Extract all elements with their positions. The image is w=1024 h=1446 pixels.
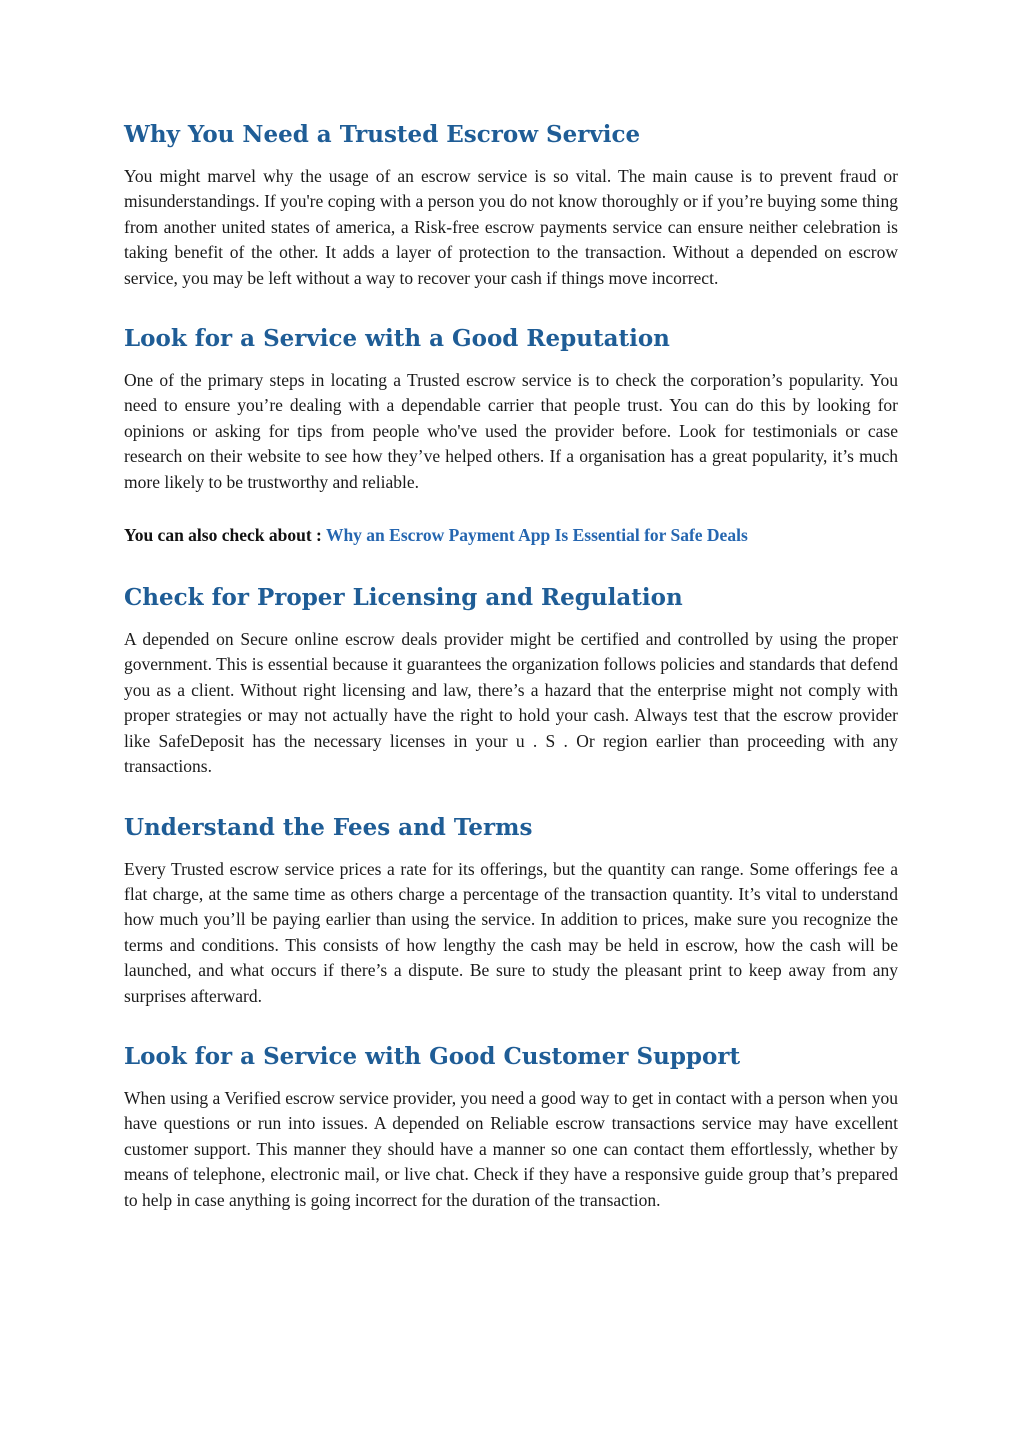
also-check-line [124, 523, 898, 548]
section-customer-support [124, 1042, 898, 1213]
section-paragraph: Every Trusted escrow service prices a rate for its offerings, but the quantity can range. Some offerings fee a flat charge, at the same time as others charge a percentage of the transaction quantity. It’s vital to understand how much you’ll be paying earlier than using the service. In addition to prices, make sure you recognize the terms and conditions. This consists of how lengthy the cash may be held in escrow, how the cash will be launched, and what occurs if there’s a dispute. Be sure to study the pleasant print to keep away from any surprises afterward. [124, 858, 898, 1006]
section-heading: Look for a Service with a Good Reputation [124, 325, 670, 353]
document-page [124, 120, 898, 1246]
also-check-link[interactable]: Why an Escrow Payment App Is Essential for Safe Deals [325, 525, 748, 546]
section-paragraph: You might marvel why the usage of an escrow service is so vital. The main cause is to prevent fraud or misunderstandings. If you're coping with a person you do not know thoroughly or if you’re buying some thing from another united states of america, a Risk-free escrow payments service can ensure neither celebration is taking benefit of the other. It adds a layer of protection to the transaction. Without a depended on escrow service, you may be left without a way to recover your cash if things move incorrect. [124, 166, 898, 288]
section-heading: Check for Proper Licensing and Regulation [124, 584, 683, 612]
section-heading: Understand the Fees and Terms [124, 813, 533, 841]
section-heading: Look for a Service with Good Customer Support [124, 1042, 741, 1070]
section-why-trusted-escrow [124, 120, 898, 291]
section-paragraph: When using a Verified escrow service provider, you need a good way to get in contact with a person when you have questions or run into issues. A depended on Reliable escrow transactions service may have excellent customer support. This manner they should have a manner so one can contact them effortlessly, whether by means of telephone, electronic mail, or live chat. Check if they have a responsive guide group that’s prepared to help in case anything is going incorrect for the duration of the transaction. [124, 1087, 898, 1210]
section-good-reputation [124, 324, 898, 495]
also-check-label: You can also check about : [124, 525, 326, 546]
section-paragraph: A depended on Secure online escrow deals provider might be certified and controlled by using the proper government. This is essential because it guarantees the organization follows policies and standards that defend you as a client. Without right licensing and law, there’s a hazard that the enterprise might not comply with proper strategies or may not actually have the right to hold your cash. Always test that the escrow provider like SafeDeposit has the necessary licenses in your u . S . Or region earlier than proceeding with any transactions. [124, 629, 898, 777]
section-licensing-regulation [124, 583, 898, 779]
section-heading: Why You Need a Trusted Escrow Service [124, 121, 641, 148]
section-paragraph: One of the primary steps in locating a Trusted escrow service is to check the corporation’s popularity. You need to ensure you’re dealing with a dependable carrier that people trust. You can do this by looking for opinions or asking for tips from people who've used the provider before. Look for testimonials or case research on their website to see how they’ve helped others. If a organisation has a great popularity, it’s much more likely to be trustworthy and reliable. [124, 370, 898, 492]
section-fees-terms [124, 813, 898, 1009]
